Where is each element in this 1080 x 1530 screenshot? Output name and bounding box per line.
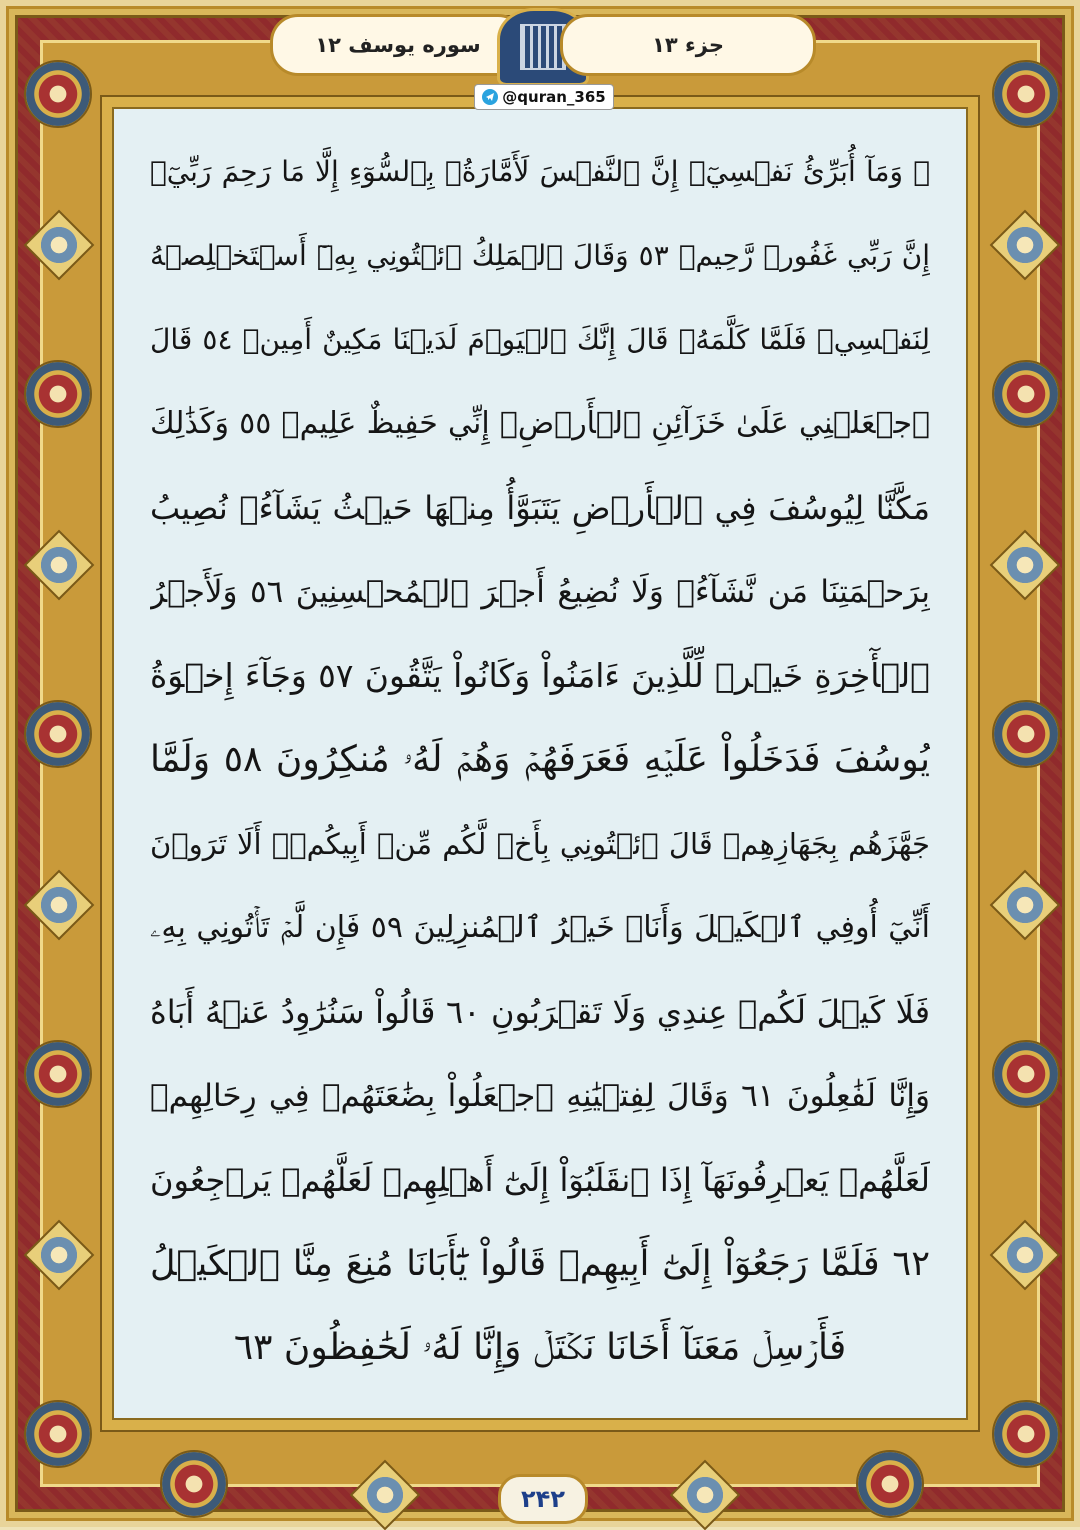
- verse-line: ٦٢ فَلَمَّا رَجَعُوٓاْ إِلَىٰٓ أَبِيهِمۡ قَالُواْ يَٰٓأَبَانَا مُنِعَ مِنَّا ٱلۡكَيۡلُ: [150, 1244, 930, 1284]
- verse-line: فَلَا كَيۡلَ لَكُمۡ عِندِي وَلَا تَقۡرَبُونِ ٦٠ قَالُواْ سَنُرَٰوِدُ عَنۡهُ أَبَاهُ: [150, 993, 930, 1031]
- verse-line: مَكَّنَّا لِيُوسُفَ فِي ٱلۡأَرۡضِ يَتَبَوَّأُ مِنۡهَا حَيۡثُ يَشَآءُۚ نُصِيبُ: [150, 489, 930, 527]
- border-medallion-icon: [992, 700, 1060, 768]
- border-medallion-icon: [992, 360, 1060, 428]
- border-medallion-icon: [24, 700, 92, 768]
- verse-line: يُوسُفَ فَدَخَلُواْ عَلَيۡهِ فَعَرَفَهُمۡ وَهُمۡ لَهُۥ مُنكِرُونَ ٥٨ وَلَمَّا: [150, 739, 930, 780]
- border-medallion-icon: [992, 60, 1060, 128]
- verse-line: فَأَرۡسِلۡ مَعَنَآ أَخَانَا نَكۡتَلۡ وَإِنَّا لَهُۥ لَحَٰفِظُونَ ٦٣: [233, 1327, 847, 1368]
- page-number: ۲۴۲: [498, 1474, 588, 1524]
- verse-line: جَهَّزَهُم بِجَهَازِهِمۡ قَالَ ٱئۡتُونِي بِأَخٖ لَّكُم مِّنۡ أَبِيكُمۡۚ أَلَا تَرَوۡنَ: [150, 827, 930, 861]
- border-medallion-icon: [856, 1450, 924, 1518]
- border-medallion-icon: [24, 360, 92, 428]
- verse-line: ٱلۡأٓخِرَةِ خَيۡرٞ لِّلَّذِينَ ءَامَنُواْ وَكَانُواْ يَتَّقُونَ ٥٧ وَجَآءَ إِخۡوَةُ: [150, 656, 930, 695]
- border-medallion-icon: [24, 1400, 92, 1468]
- verse-line: أَنِّيٓ أُوفِي ٱلۡكَيۡلَ وَأَنَا۠ خَيۡرُ ٱلۡمُنزِلِينَ ٥٩ فَإِن لَّمۡ تَأۡتُونِي بِهِۦ: [150, 910, 930, 945]
- verse-line: بِرَحۡمَتِنَا مَن نَّشَآءُۖ وَلَا نُضِيعُ أَجۡرَ ٱلۡمُحۡسِنِينَ ٥٦ وَلَأَجۡرُ: [150, 574, 930, 610]
- verse-line: ٱجۡعَلۡنِي عَلَىٰ خَزَآئِنِ ٱلۡأَرۡضِۖ إِنِّي حَفِيظٌ عَلِيمٞ ٥٥ وَكَذَٰلِكَ: [150, 406, 930, 441]
- verse-line: إِنَّ رَبِّي غَفُورٞ رَّحِيمٞ ٥٣ وَقَالَ ٱلۡمَلِكُ ٱئۡتُونِي بِهِۦٓ أَسۡتَخۡلِصۡهُ: [150, 239, 930, 272]
- verse-line: لِنَفۡسِيۖ فَلَمَّا كَلَّمَهُۥ قَالَ إِنَّكَ ٱلۡيَوۡمَ لَدَيۡنَا مَكِينٌ أَمِينٞ ٥٤ قَالَ: [150, 323, 930, 356]
- border-medallion-icon: [24, 60, 92, 128]
- channel-handle-text: @quran_365: [502, 88, 606, 106]
- border-medallion-icon: [160, 1450, 228, 1518]
- verse-line: وَإِنَّا لَفَٰعِلُونَ ٦١ وَقَالَ لِفِتۡيَٰنِهِ ٱجۡعَلُواْ بِضَٰعَتَهُمۡ فِي رِحَالِهِمۡ: [150, 1078, 930, 1114]
- verse-line: لَعَلَّهُمۡ يَعۡرِفُونَهَآ إِذَا ٱنقَلَبُوٓاْ إِلَىٰٓ أَهۡلِهِمۡ لَعَلَّهُمۡ يَرۡجِعُونَ: [150, 1161, 930, 1199]
- border-medallion-icon: [992, 1400, 1060, 1468]
- telegram-icon: [482, 89, 498, 105]
- juz-label: جزء ۱۳: [560, 14, 816, 76]
- border-medallion-icon: [992, 1040, 1060, 1108]
- surah-label: سوره یوسف ۱۲: [270, 14, 526, 76]
- border-medallion-icon: [24, 1040, 92, 1108]
- channel-handle[interactable]: [474, 84, 614, 110]
- verse-lines: [150, 130, 930, 1390]
- verse-line: ۞ وَمَآ أُبَرِّئُ نَفۡسِيٓۚ إِنَّ ٱلنَّفۡسَ لَأَمَّارَةُۢ بِٱلسُّوٓءِ إِلَّا مَا رَحِمَ رَبِّيٓۚ: [150, 155, 930, 188]
